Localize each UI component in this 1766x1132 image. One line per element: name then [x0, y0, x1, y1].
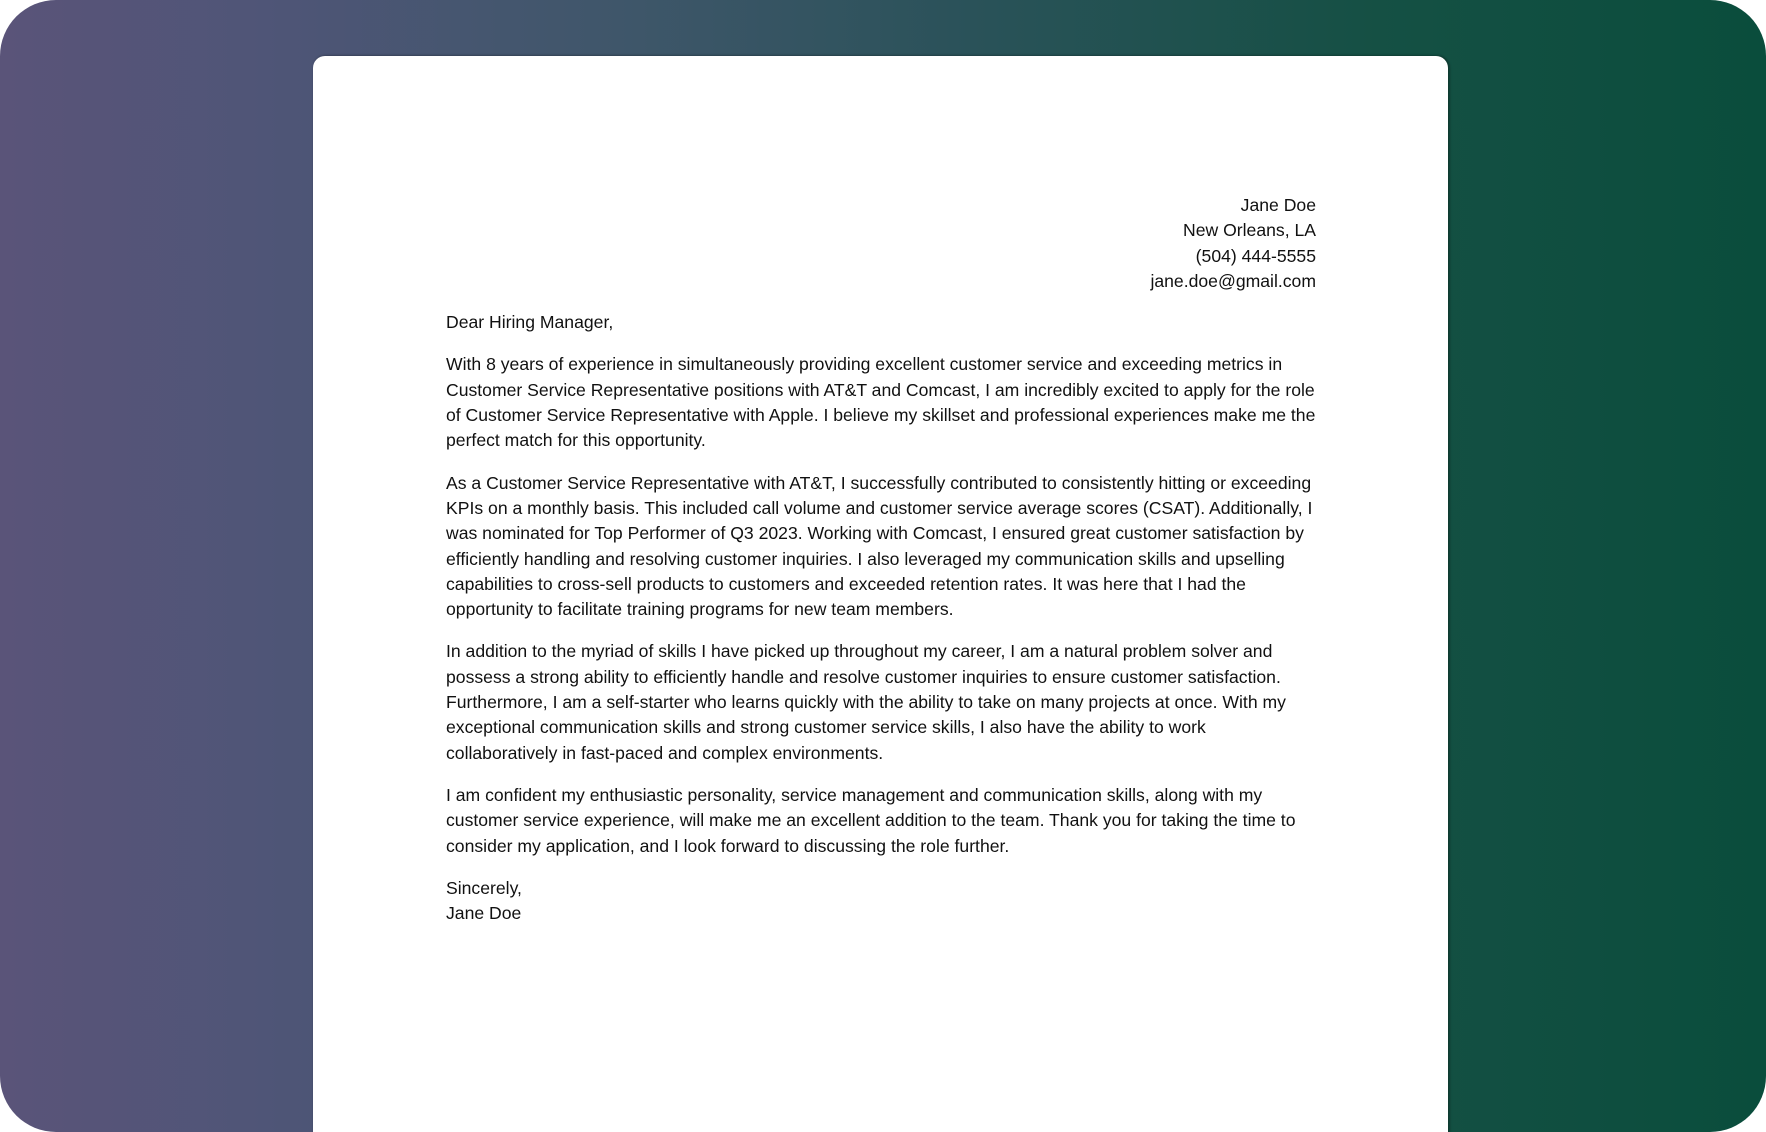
letter-page — [313, 56, 1448, 1132]
sender-name: Jane Doe — [1240, 195, 1316, 215]
sender-email: jane.doe@gmail.com — [1150, 270, 1316, 291]
sender-phone: (504) 444-5555 — [1195, 245, 1316, 266]
closing-phrase: Sincerely, — [446, 877, 522, 898]
body-paragraph-1: With 8 years of experience in simultaneously providing excellent customer service and exceeding metrics in Customer Service Representative positions with AT&T and Comcast, I am incredibly excited to apply for the role of Customer Service Representative with Apple. I believe my skillset and professional experiences make me the perfect match for this opportunity. — [446, 354, 1316, 451]
body-paragraph-3: In addition to the myriad of skills I have picked up throughout my career, I am a natural problem solver and possess a strong ability to efficiently handle and resolve customer inquiries to ensure customer satisfaction. Furthermore, I am a self-starter who learns quickly with the ability to take on many projects at once. With my exceptional communication skills and strong customer service skills, I also have the ability to work collaboratively in fast-paced and complex environments. — [446, 641, 1286, 763]
sender-location: New Orleans, LA — [1183, 220, 1316, 241]
sender-contact-block — [446, 193, 1316, 294]
letter-closing-block — [446, 876, 1316, 927]
signature-name: Jane Doe — [446, 903, 522, 924]
letter-greeting: Dear Hiring Manager, — [446, 312, 614, 333]
body-paragraph-2: As a Customer Service Representative with AT&T, I successfully contributed to consistently hitting or exceeding KPIs on a monthly basis. This included call volume and customer service average scores (CSAT). Additionally, I was nominated for Top Performer of Q3 2023. Working with Comcast, I ensured great customer satisfaction by efficiently handling and resolving customer inquiries. I also leveraged my communication skills and upselling capabilities to cross-sell products to customers and exceeded retention rates. It was here that I had the opportunity to facilitate training programs for new team members. — [446, 472, 1313, 620]
letter-content — [446, 193, 1316, 926]
body-paragraph-4: I am confident my enthusiastic personality, service management and communication skills, along with my customer service experience, will make me an excellent addition to the team. Thank you for taking the time to consider my application, and I look forward to discussing the role further. — [446, 784, 1296, 856]
